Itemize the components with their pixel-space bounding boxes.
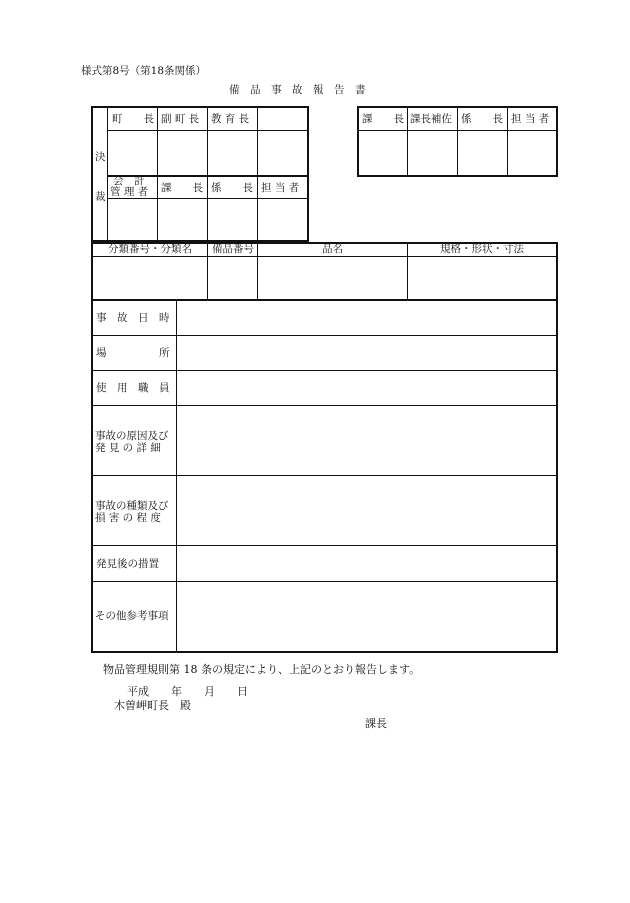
approval-section-chief-label: 課 長 bbox=[161, 182, 203, 194]
document-title: 備 品 事 故 報 告 書 bbox=[229, 84, 366, 96]
col-header-spec: 規格・形状・寸法 bbox=[440, 243, 524, 255]
right-section-chief-label: 課 長 bbox=[362, 113, 404, 125]
form-number: 様式第8号（第18条関係） bbox=[81, 65, 207, 77]
footer-statement: 物品管理規則第 18 条の規定により、上記のとおり報告します。 bbox=[103, 663, 421, 676]
approval-superintendent-label: 教 育 長 bbox=[211, 113, 250, 125]
field-label-date: 事 故 日 時 bbox=[96, 312, 170, 324]
approval-staff-label: 担 当 者 bbox=[261, 182, 300, 194]
field-label-action: 発見後の措置 bbox=[96, 558, 159, 570]
footer-sender: 課長 bbox=[365, 717, 387, 730]
footer-date-line: 平成 年 月 日 bbox=[127, 685, 248, 698]
field-label-other: その他参考事項 bbox=[95, 610, 169, 622]
approval-accountant-label-top: 会 計 bbox=[113, 175, 145, 187]
field-label-staff: 使 用 職 員 bbox=[96, 382, 170, 394]
approval-subsection-chief-label: 係 長 bbox=[211, 182, 253, 194]
col-header-item-name: 品名 bbox=[322, 243, 343, 255]
approval-town-mayor-label: 町 長 bbox=[112, 113, 154, 125]
field-label-cause-2: 発 見 の 詳 細 bbox=[95, 442, 161, 454]
footer-addressee: 木曽岬町長 殿 bbox=[114, 699, 191, 712]
right-subsection-chief-label: 係 長 bbox=[461, 113, 503, 125]
approval-accountant-label-bottom: 管 理 者 bbox=[110, 186, 149, 198]
approval-side-label-2: 裁 bbox=[95, 191, 106, 203]
field-label-cause-1: 事故の原因及び bbox=[95, 430, 169, 442]
right-staff-label: 担 当 者 bbox=[511, 113, 550, 125]
col-header-category: 分類番号・分類名 bbox=[108, 243, 192, 255]
approval-side-label-1: 決 bbox=[95, 151, 106, 163]
field-label-type-1: 事故の種類及び bbox=[95, 500, 169, 512]
field-label-type-2: 損 害 の 程 度 bbox=[95, 512, 161, 524]
right-assistant-chief-label: 課長補佐 bbox=[410, 113, 452, 125]
col-header-item-number: 備品番号 bbox=[212, 243, 254, 255]
field-label-place: 場 所 bbox=[96, 347, 170, 359]
approval-deputy-mayor-label: 副 町 長 bbox=[161, 113, 200, 125]
